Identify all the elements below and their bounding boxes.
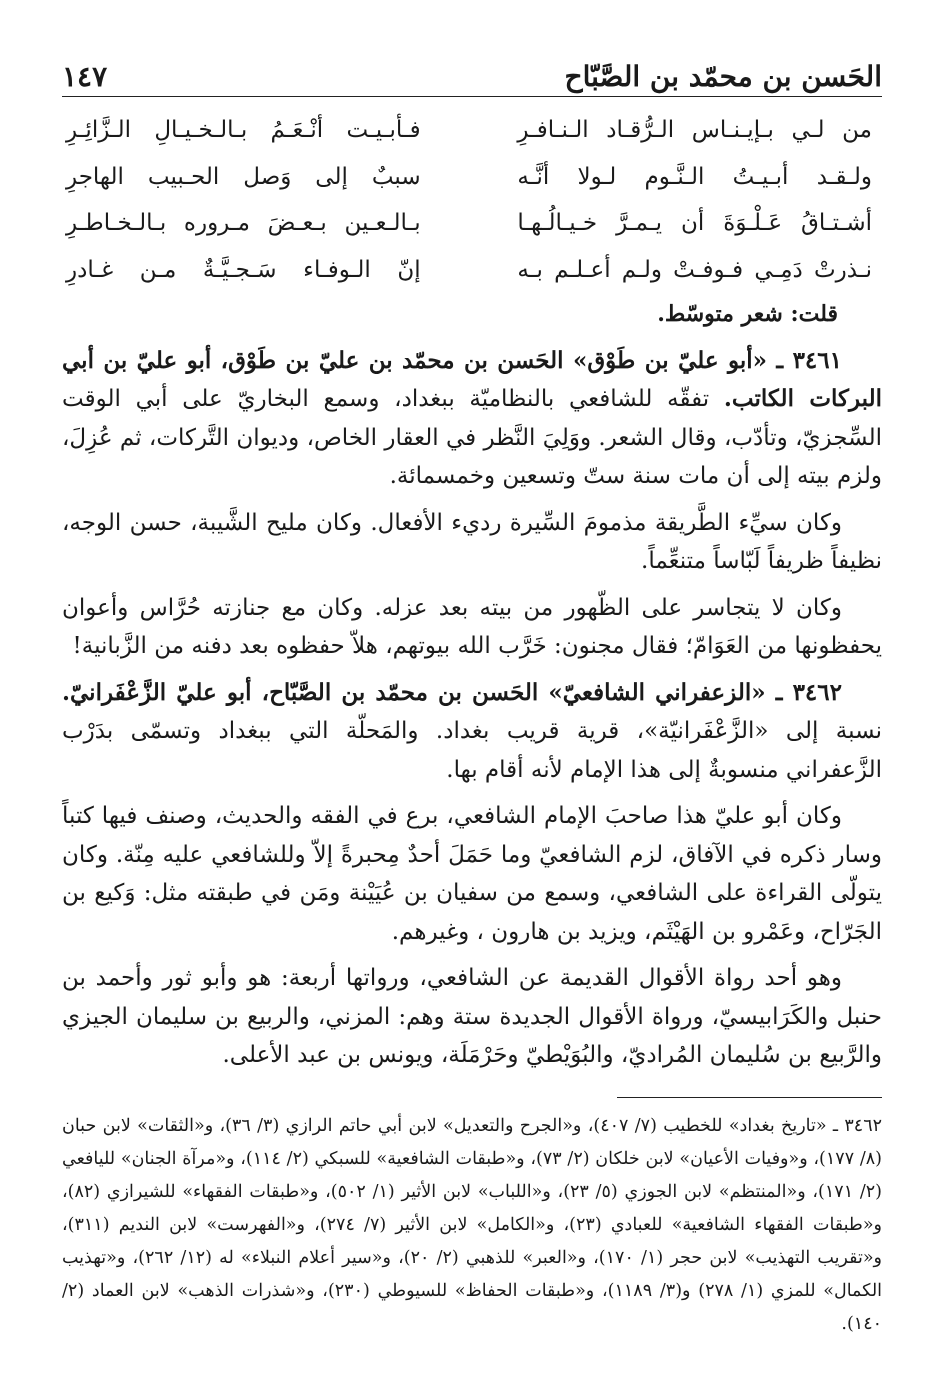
entry-paragraph: وكان لا يتجاسر على الظّهور من بيته بعد عزله. وكان مع جنازته حُرَّاس وأعوان يحفظونها من العَوَامّ؛ فقال مجنون: خَرَّب الله بيوتهم، هلاّ حفظوه بعد دفنه من الزَّبانية!: [62, 594, 882, 659]
verse-second-hemistich: فـأبـيـت أنْـعَـمُ بـالـخـيـالِ الـزَّائِـرِ: [66, 117, 421, 143]
entry-paragraph: [62, 342, 882, 496]
poem-verse: [66, 247, 872, 294]
entry-heading: ٣٤٦١ ـ «أبو عليّ بن طَوْق» الحَسن بن محمّد بن عليّ بن طَوْق، أبو عليّ بن أبي البركات الكاتب.: [62, 346, 883, 412]
footnote-3462: ٣٤٦٢ ـ «تاريخ بغداد» للخطيب (٧/ ٤٠٧)، و«الجرح والتعديل» لابن أبي حاتم الرازي (٣/ ٣٦)، و«الثقات» لابن حبان (٨/ ١٧٧)، و«وفيات الأعيان» لابن خلكان (٢/ ٧٣)، و«طبقات الشافعية» للسبكي (٢/ ١١٤)، و«مرآة الجنان» لليافعي (٢/ ١٧١)، و«المنتظم» لابن الجوزي (٥/ ٢٣)، و«اللباب» لابن الأثير (١/ ٥٠٢)، و«طبقات الفقهاء» للشيرازي (٨٢)، و«طبقات الفقهاء الشافعية» للعبادي (٢٣)، و«الكامل» لابن الأثير (٧/ ٢٧٤)، و«الفهرست» لابن النديم (٣١١)، و«تقريب التهذيب» لابن حجر (١/ ١٧٠)، و«العبر» للذهبي (٢/ ٢٠)، و«سير أعلام النبلاء» له (١٢/ ٢٦٢)، و«تهذيب الكمال» للمزي (١/ ٢٧٨) و(٣/ ١١٨٩)، و«طبقات الحفاظ» للسيوطي (٢٣٠)، و«شذرات الذهب» لابن العماد (٢/ ١٤٠).: [62, 1115, 883, 1334]
entry-paragraph: وهو أحد رواة الأقوال القديمة عن الشافعي، ورواتها أربعة: هو وأبو ثور وأحمد بن حنبل والكَرَابيسيّ، ورواة الأقوال الجديدة ستة وهم: المزني، والربيع بن سليمان الجيزي والرَّبيع بن سُليمان المُراديّ، والبُوَيْطيّ وحَرْمَلَة، ويونس بن عبد الأعلى.: [62, 965, 882, 1068]
verse-first-hemistich: أشـتـاقُ عَـلْـوَةَ أن يـمـرَّ خـيـالُـهـا: [517, 210, 872, 236]
running-title: الحَسن بن محمّد بن الصَّبّاح: [564, 59, 882, 93]
entry-heading: ٣٤٦٢ ـ «الزعفراني الشافعيّ» الحَسن بن محمّد بن الصَّبّاح، أبو عليّ الزَّعْفَرانيّ.: [62, 678, 842, 706]
verse-second-hemistich: إنّ الـوفـاء سَـجـيَّـةٌ مـن غـادرِ: [66, 256, 421, 283]
entry-3461: [62, 342, 882, 666]
poem-verse: [66, 154, 872, 201]
entry-paragraph: وكان أبو عليّ هذا صاحبَ الإمام الشافعي، برع في الفقه والحديث، وصنف فيها كتباً وسار ذكره في الآفاق، لزم الشافعيّ وما حَمَلَ أحدٌ مِحبرةً إلاّ وللشافعي عليه مِنّة. وكان يتولّى القراءة على الشافعي، وسمع من سفيان بن عُيَيْنة ومَن في طبقته مثل: وَكيع بن الجَرّاح، وعَمْرو بن الهَيْثَم، ويزيد بن هارون ، وغيرهم.: [62, 803, 882, 945]
poem-verse: [66, 200, 872, 247]
author-remark: قلت: شعر متوسّط.: [657, 301, 838, 327]
entry-paragraph: [62, 674, 882, 790]
verse-first-hemistich: من لـي بـإيـنـاس الـرُّقـاد الـنـافـرِ: [517, 117, 872, 143]
entry-body: تفقّه للشافعي بالنظاميّة ببغداد، وسمع البخاريّ على أبي الوقت السِّجزيّ، وتأدّب، وقال الشعر. ووَلِيَ النَّظر في العقار الخاص، وديوان التَّركات، ثم عُزِلَ، ولزم بيته إلى أن مات سنة ستّ وتسعين وخمسمائة.: [62, 386, 882, 489]
entry-body: نسبة إلى «الزَّعْفَرانيّة»، قرية قريب بغداد. والمَحلّة التي ببغداد وتسمّى بدَرْب الزَّعفراني منسوبةٌ إلى هذا الإمام لأنه أقام بها.: [62, 718, 882, 783]
verse-first-hemistich: نـذرتْ دَمِـي فـوفـتْ ولـم أعـلـم بـه: [517, 256, 872, 283]
entry-paragraph: وكان سيِّء الطَّريقة مذمومَ السِّيرة رديء الأفعال. وكان مليح الشَّيبة، حسن الوجه، نظيفاً ظريفاً لَبّاساً متنعِّماً.: [62, 509, 882, 574]
footnote-separator: [617, 1097, 882, 1098]
verse-first-hemistich: ولـقـد أبـيـتُ الـنَّـوم لـولا أنَّـه: [517, 163, 872, 190]
verse-second-hemistich: سببٌ إلى وَصل الحـبيب الهاجرِ: [66, 163, 421, 190]
poem: [66, 107, 872, 293]
running-header: [62, 52, 882, 97]
verse-second-hemistich: بـالـعـين بـعـضَ مـروره بـالـخـاطـرِ: [66, 210, 421, 236]
page-number: ١٤٧: [62, 59, 108, 93]
poem-verse: [66, 107, 872, 154]
entry-3462: [62, 674, 882, 1075]
